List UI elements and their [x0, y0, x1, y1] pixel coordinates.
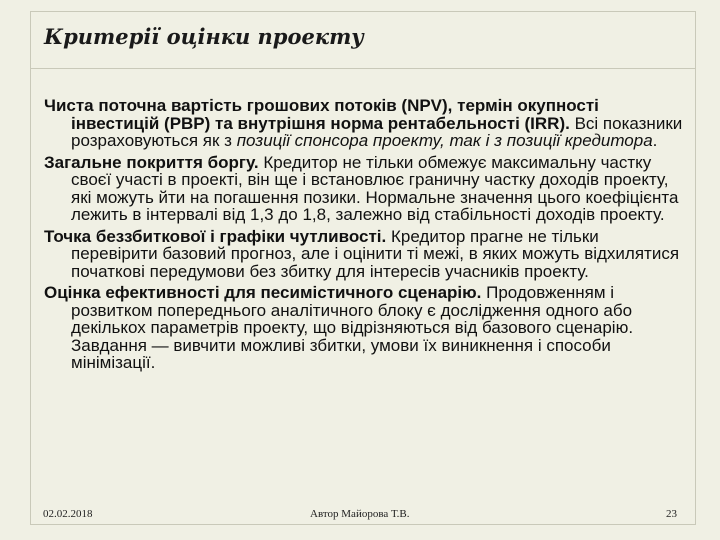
criterion-heading: Загальне покриття боргу.	[44, 152, 259, 172]
criterion-text: Кредитор не тільки обмежує максимальну частку своєї участі в проекті, він ще і встановлює граничну частку доходів проекту, які можуть йти на погашення позики. Нормальне значення цього коефіцієнта лежить в інтервалі від 1,3 до 1,8, залежно від стабільності доходів проекту.	[71, 152, 679, 224]
footer-author: Автор Майорова Т.В.	[310, 508, 410, 520]
criterion-text: Кредитор прагне не тільки перевірити базовий прогноз, але і оцінити ті межі, в яких можуть відхилятися початкові передумови без збитку для інтересів учасників проекту.	[71, 226, 680, 281]
title-divider	[30, 68, 696, 69]
criterion-breakeven	[44, 228, 684, 281]
slide-title: Критерії оцінки проекту	[44, 24, 364, 49]
criterion-debt-coverage	[44, 154, 684, 224]
slide-content	[44, 97, 684, 376]
criterion-heading: Точка беззбиткової і графіки чутливості.	[44, 226, 387, 246]
footer-page-number: 23	[666, 508, 677, 520]
criterion-heading: Чиста поточна вартість грошових потоків (NPV), термін окупності інвестицій (PBP) та внутрішня норма рентабельності (IRR).	[44, 96, 599, 133]
criterion-text-tail: .	[652, 131, 658, 150]
criterion-text: Продовженням і розвитком попереднього аналітичного блоку є дослідження одного або декількох параметрів проекту, що відрізняються від базового сценарію. Завдання — вивчити можливі збитки, умови їх виникнення і способи мінімізації.	[71, 283, 634, 372]
footer-date: 02.02.2018	[43, 508, 93, 520]
criterion-heading: Оцінка ефективності для песимістичного сценарію.	[44, 283, 482, 302]
criterion-npv	[44, 97, 684, 150]
criterion-italic-text: позиції спонсора проекту, так і з позиції кредитора	[236, 131, 653, 150]
criterion-pessimistic	[44, 284, 684, 372]
criterion-text: Всі показники розраховуються як з	[71, 113, 683, 150]
